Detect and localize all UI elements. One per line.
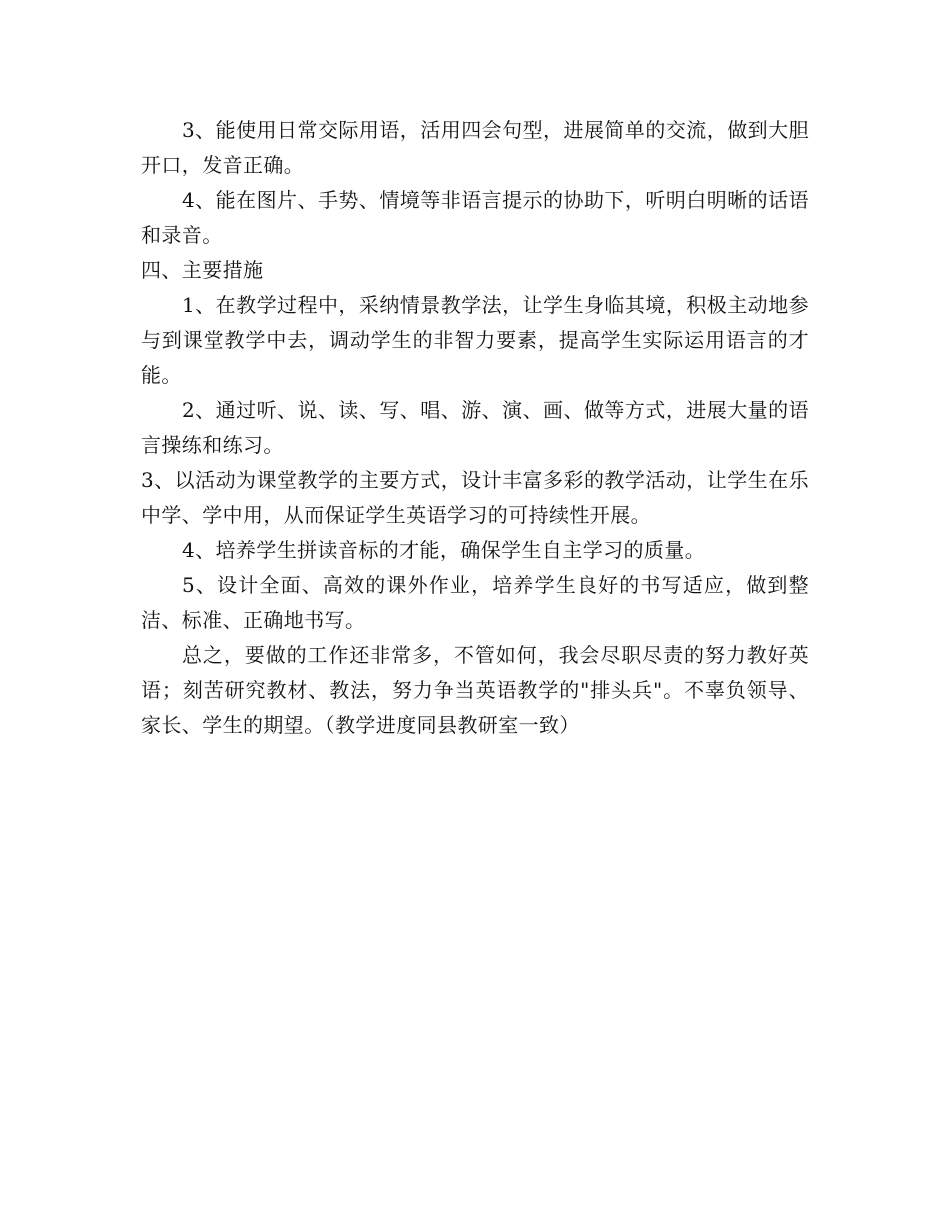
paragraph-goal-3: 3、能使用日常交际用语，活用四会句型，进展简单的交流，做到大胆开口，发音正确。 xyxy=(141,118,809,177)
document-body xyxy=(141,113,809,743)
paragraph-measure-5: 5、设计全面、高效的课外作业，培养学生良好的书写适应，做到整洁、标准、正确地书写。 xyxy=(141,573,809,632)
paragraph-measure-1: 1、在教学过程中，采纳情景教学法，让学生身临其境，积极主动地参与到课堂教学中去，调动学生的非智力要素，提高学生实际运用语言的才能。 xyxy=(141,293,809,387)
paragraph-measure-4: 4、培养学生拼读音标的才能，确保学生自主学习的质量。 xyxy=(182,538,706,562)
paragraph-measure-2: 2、通过听、说、读、写、唱、游、演、画、做等方式，进展大量的语言操练和练习。 xyxy=(141,398,809,457)
section-heading-measures: 四、主要措施 xyxy=(141,258,264,282)
paragraph-measure-3: 3、以活动为课堂教学的主要方式，设计丰富多彩的教学活动，让学生在乐中学、学中用，从而保证学生英语学习的可持续性开展。 xyxy=(141,468,809,527)
paragraph-goal-4: 4、能在图片、手势、情境等非语言提示的协助下，听明白明晰的话语和录音。 xyxy=(141,188,809,247)
paragraph-summary: 总之，要做的工作还非常多，不管如何，我会尽职尽责的努力教好英语；刻苦研究教材、教法，努力争当英语教学的"排头兵"。不辜负领导、家长、学生的期望。（教学进度同县教研室一致） xyxy=(141,643,809,737)
